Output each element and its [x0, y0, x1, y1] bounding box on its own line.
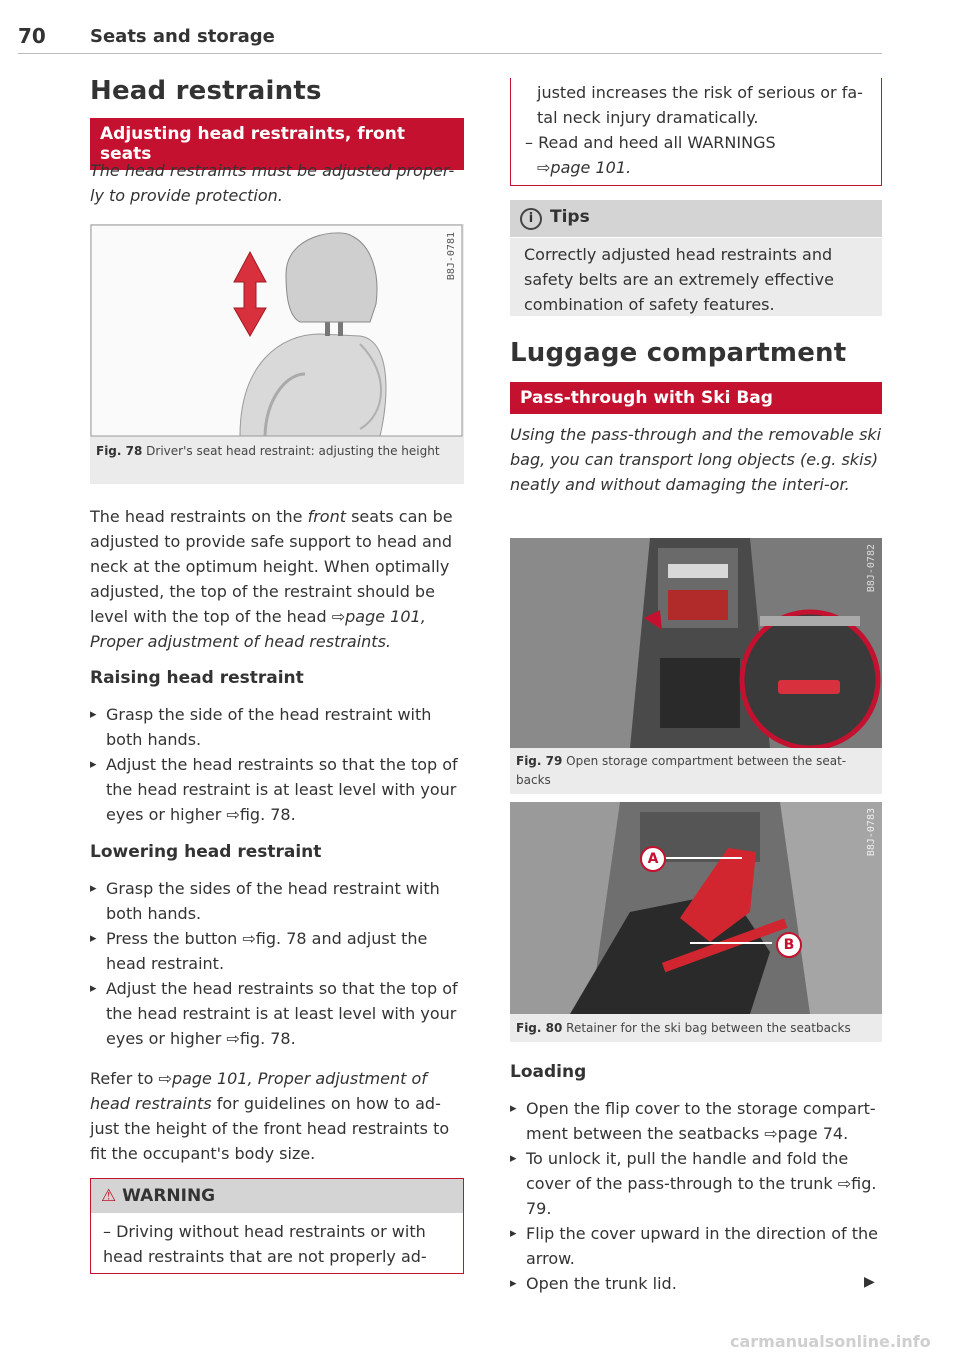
para1-text-cont: seats can be adjusted to provide safe support to head and neck at the optimum height. When optimally adjusted, the top of the restraint should be level with the top of the head — [90, 507, 453, 626]
marker-a: A — [640, 846, 666, 872]
warning-cont-line2 — [511, 130, 881, 180]
raising-steps — [90, 702, 464, 827]
heading-lowering: Lowering head restraint — [90, 842, 322, 862]
intro-text-left: The head restraints must be adjusted proper-ly to provide protection. — [90, 161, 455, 205]
head-restraint-illustration — [90, 224, 464, 438]
loading-steps — [510, 1096, 882, 1296]
intro-text-right: Using the pass-through and the removable ski bag, you can transport long objects (e.g. skis) neatly and without damaging the interi-or. — [510, 425, 882, 494]
raising-step: ▸ Grasp the side of the head restraint with both hands. — [90, 702, 464, 752]
raising-step: ▸ Adjust the head restraints so that the top of the head restraint is at least level with your eyes or higher ⇨fig. 78. — [90, 752, 464, 827]
warning-cont-text: justed increases the risk of serious or fa-tal neck injury dramatically. — [537, 83, 863, 127]
section-title: Seats and storage — [90, 26, 275, 47]
info-icon: i — [520, 208, 542, 230]
para1-text: The head restraints on the — [90, 507, 308, 526]
figure-79 — [510, 538, 882, 794]
marker-b: B — [776, 932, 802, 958]
figure-78-caption — [96, 442, 456, 461]
warning-box — [90, 1178, 464, 1274]
figure-78-caption-text: Driver's seat head restraint: adjusting the height — [146, 444, 440, 458]
warning-read-text: – Read and heed all WARNINGS — [525, 133, 776, 152]
para2-page-link[interactable]: ⇨page 101, Proper adjustment of head restraints — [90, 1069, 427, 1113]
lowering-step: ▸ Grasp the sides of the head restraint with both hands. — [90, 876, 464, 926]
loading-step: ▸ Flip the cover upward in the direction of the arrow. — [510, 1221, 882, 1271]
paragraph-front-seats — [90, 504, 464, 654]
para2-text-cont: for guidelines on how to ad-just the height of the front head restraints to fit the occupant's body size. — [90, 1094, 450, 1163]
warning-page-link[interactable]: ⇨page 101. — [537, 158, 632, 177]
subheading-bar-pass-through: Pass-through with Ski Bag — [510, 382, 882, 414]
loading-step: ▸ Open the flip cover to the storage compart-ment between the seatbacks ⇨page 74. — [510, 1096, 882, 1146]
warning-triangle-icon: ⚠ — [101, 1186, 117, 1206]
storage-compartment-photo — [510, 538, 882, 748]
warning-heading-text: WARNING — [122, 1186, 216, 1206]
tips-text: Correctly adjusted head restraints and safety belts are an extremely effective combination of safety features. — [510, 238, 882, 316]
heading-loading: Loading — [510, 1062, 587, 1082]
loading-step: ▸ To unlock it, pull the handle and fold the cover of the pass-through to the trunk ⇨fig. 79. — [510, 1146, 882, 1221]
para2-text: Refer to — [90, 1069, 159, 1088]
figure-79-id: B8J-0782 — [866, 544, 877, 593]
para1-emph: front — [307, 507, 346, 526]
heading-raising: Raising head restraint — [90, 668, 304, 688]
watermark: carmanualsonline.info — [730, 1332, 931, 1351]
figure-80-caption-text: Retainer for the ski bag between the seatbacks — [566, 1021, 851, 1035]
figure-78-id: B8J-0781 — [446, 232, 457, 281]
figure-80-label: Fig. 80 — [516, 1021, 563, 1035]
loading-step: ▸ Open the trunk lid. — [510, 1271, 882, 1296]
heading-luggage-compartment: Luggage compartment — [510, 338, 847, 368]
continue-arrow-icon: ▶ — [864, 1274, 875, 1290]
figure-78-label: Fig. 78 — [96, 444, 143, 458]
header-divider — [18, 53, 882, 54]
heading-head-restraints: Head restraints — [90, 76, 322, 106]
warning-box-continued — [510, 78, 882, 186]
figure-79-caption — [516, 752, 876, 790]
figure-80 — [510, 802, 882, 1042]
para1-page-link[interactable]: ⇨page 101, Proper adjustment of head restraints. — [90, 607, 426, 651]
ski-bag-retainer-photo — [510, 802, 882, 1014]
figure-80-id: B8J-0783 — [866, 808, 877, 857]
lowering-step: ▸ Adjust the head restraints so that the top of the head restraint is at least level with your eyes or higher ⇨fig. 78. — [90, 976, 464, 1051]
figure-80-caption — [516, 1019, 880, 1038]
figure-78 — [90, 224, 464, 484]
subheading-bar-front-seats: Adjusting head restraints, front seats — [90, 118, 464, 170]
figure-79-caption-text: Open storage compartment between the seat-backs — [516, 754, 847, 787]
warning-heading — [91, 1179, 463, 1213]
lowering-steps — [90, 876, 464, 1051]
page-number: 70 — [18, 24, 46, 48]
warning-text: – Driving without head restraints or with head restraints that are not properly ad- — [103, 1222, 427, 1266]
lowering-step: ▸ Press the button ⇨fig. 78 and adjust the head restraint. — [90, 926, 464, 976]
tips-heading-text: Tips — [550, 207, 590, 227]
paragraph-refer — [90, 1066, 464, 1166]
tips-heading — [510, 200, 882, 237]
figure-79-label: Fig. 79 — [516, 754, 563, 768]
